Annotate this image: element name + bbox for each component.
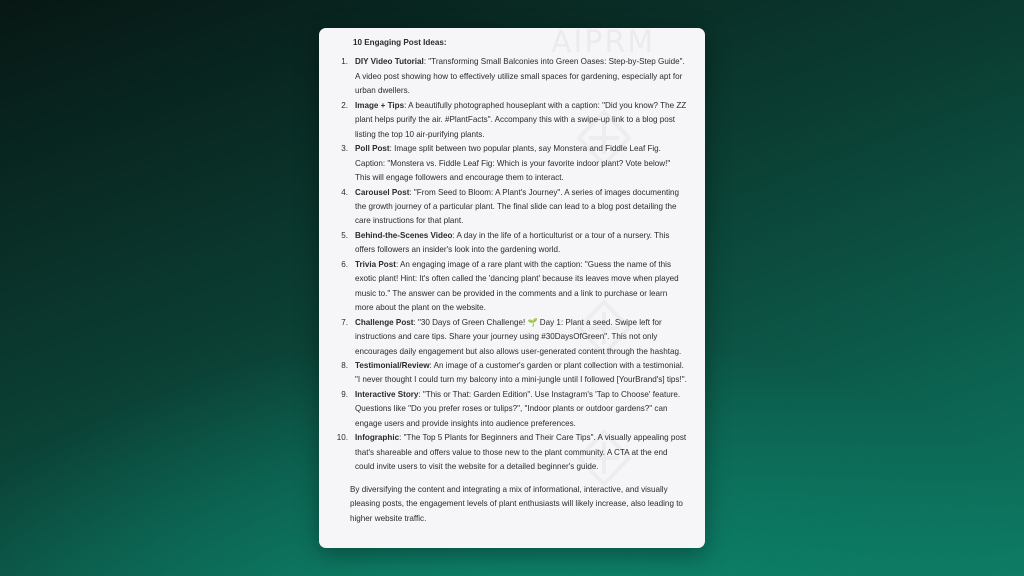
- closing-paragraph: By diversifying the content and integrating a mix of informational, interactive, and visually pleasing posts, the engagement levels of plant enthusiasts will likely increase, also leading to higher website traffic.: [350, 484, 683, 523]
- item-title: Behind-the-Scenes Video: [355, 230, 453, 240]
- item-text: : Image split between two popular plants, say Monstera and Fiddle Leaf Fig. Caption: "Monstera vs. Fiddle Leaf Fig: Which is your favorite indoor plant? Vote below!" This will engage followers and encourage them to interact.: [355, 144, 671, 183]
- list-item: [341, 316, 687, 359]
- response-heading: 10 Engaging Post Ideas:: [353, 38, 447, 47]
- item-text: : "From Seed to Bloom: A Plant's Journey". A series of images documenting the growth journey of a particular plant. The final slide can lead to a blog post detailing the care instructions for that plant.: [355, 187, 680, 226]
- item-number: 6.: [341, 259, 348, 269]
- item-title: Testimonial/Review: [355, 360, 430, 370]
- item-title: Image + Tips: [355, 100, 405, 110]
- item-number: 10.: [336, 433, 348, 443]
- item-title: Carousel Post: [355, 187, 410, 197]
- item-title: Challenge Post: [355, 317, 414, 327]
- item-title: DIY Video Tutorial: [355, 57, 424, 67]
- item-title: Interactive Story: [355, 389, 419, 399]
- list-item: [341, 229, 687, 258]
- item-text: : An engaging image of a rare plant with the caption: "Guess the name of this exotic plant! Hint: It's often called the 'dancing plant' because its leaves move when played music to." The answer can be provided in the comments and a link to purchase or learn more about the plant on the website.: [355, 259, 679, 313]
- chat-response-card: [319, 28, 705, 548]
- item-number: 9.: [341, 389, 348, 399]
- list-item: [336, 431, 687, 474]
- item-number: 7.: [341, 317, 348, 327]
- item-number: 4.: [341, 187, 348, 197]
- item-number: 1.: [341, 57, 348, 67]
- post-ideas-list: [336, 55, 687, 474]
- item-number: 8.: [341, 360, 348, 370]
- list-item: [341, 142, 687, 185]
- list-item: [341, 359, 687, 388]
- list-item: [341, 258, 687, 316]
- list-item: [341, 388, 687, 431]
- item-text: : "This or That: Garden Edition". Use Instagram's 'Tap to Choose' feature. Questions like "Do you prefer roses or tulips?", "Indoor plants or outdoor gardens?" can engage users and provide insights into audience preferences.: [355, 389, 681, 428]
- item-text: : "30 Days of Green Challenge! 🌱 Day 1: Plant a seed. Swipe left for instructions and care tips. Share your journey using #30DaysOfGreen". This not only encourages daily engagement but also allows user-generated content through the hashtag.: [355, 317, 682, 356]
- item-number: 5.: [341, 230, 348, 240]
- list-item: [341, 186, 687, 229]
- item-title: Trivia Post: [355, 259, 396, 269]
- list-item: [341, 99, 687, 142]
- item-number: 3.: [341, 144, 348, 154]
- item-text: : A beautifully photographed houseplant with a caption: "Did you know? The ZZ plant helps purify the air. #PlantFacts". Accompany this with a swipe-up link to a blog post listing the top 10 air-purifying plants.: [355, 100, 687, 139]
- item-title: Infographic: [355, 433, 400, 443]
- item-text: : A day in the life of a horticulturist or a tour of a nursery. This offers followers an insider's look into the gardening world.: [355, 230, 670, 255]
- item-text: : "Transforming Small Balconies into Green Oases: Step-by-Step Guide". A video post showing how to effectively utilize small spaces for gardening, especially apt for urban dwellers.: [355, 57, 685, 96]
- item-title: Poll Post: [355, 144, 390, 154]
- item-text: : "The Top 5 Plants for Beginners and Their Care Tips". A visually appealing post that's shareable and offers value to those new to the plant community. A CTA at the end could invite users to visit the website for a detailed beginner's guide.: [355, 433, 687, 472]
- item-text: : An image of a customer's garden or plant collection with a testimonial. "I never thought I could turn my balcony into a mini-jungle until I followed [YourBrand's] tips!".: [355, 360, 687, 385]
- item-number: 2.: [341, 100, 348, 110]
- list-item: [341, 55, 687, 98]
